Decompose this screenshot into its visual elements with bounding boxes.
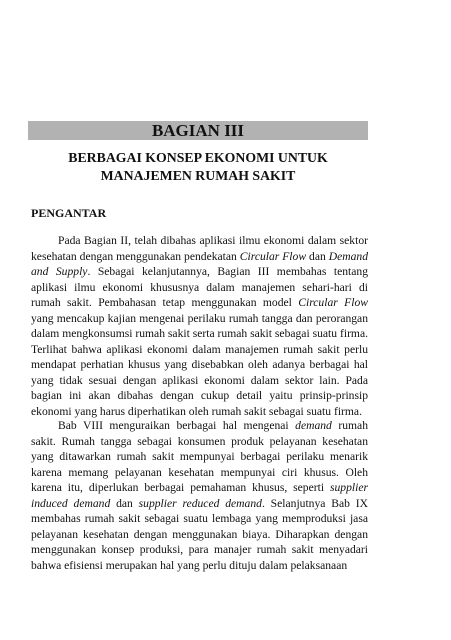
paragraph-1-text-4: yang mencakup kajian mengenai perilaku rumah tangga dan perorangan dalam mengkonsumsi rumah sakit serta rumah sakit sebagai suatu firma. Terlihat bahwa aplikasi ekonomi dalam manajemen rumah sakit perlu mendapat perhatian khusus yang disebabkan oleh adanya berbagai hal yang tidak sesuai dengan aplikasi ekonomi dalam sektor lain. Pada bagian ini akan dibahas dengan cukup detail yaitu prinsip-prinsip ekonomi yang harus diperhatikan oleh rumah sakit sebagai suatu firma. (31, 311, 368, 419)
paragraph-2-italic-2: supplier induced demand (31, 481, 368, 510)
body-paragraph-2 (31, 418, 368, 573)
paragraph-2-text-1: Bab VIII menguraikan berbagai hal mengenai (58, 419, 296, 432)
paragraph-2-text-3: dan (110, 496, 139, 510)
section-heading: PENGANTAR (31, 206, 107, 220)
part-title: BAGIAN III (151, 121, 245, 140)
chapter-title-line-1: BERBAGAI KONSEP EKONOMI UNTUK (68, 150, 328, 165)
paragraph-1-italic-3: Circular Flow (298, 296, 368, 310)
paragraph-1-text-2: dan (306, 249, 329, 263)
chapter-title (28, 149, 368, 185)
chapter-title-line-2: MANAJEMEN RUMAH SAKIT (100, 168, 296, 183)
paragraph-2-italic-3: supplier reduced demand (138, 496, 262, 510)
paragraph-1-text-1: Pada Bagian II, telah dibahas aplikasi ilmu ekonomi dalam sektor kesehatan dengan menggunakan pendekatan (31, 234, 368, 263)
body-paragraph-1 (31, 233, 368, 420)
part-title-bar (28, 121, 368, 140)
paragraph-1-text-3: . Sebagai kelanjutannya, Bagian III membahas tentang aplikasi ilmu ekonomi khususnya dalam manajemen sehari-hari di rumah sakit. Pembahasan tetap menggunakan model (31, 265, 369, 310)
paragraph-2-text-2: rumah sakit. Rumah tangga sebagai konsumen produk pelayanan kesehatan yang ditawarkan rumah sakit mempunyai berbagai perilaku menarik karena memang pelayanan kesehatan mempunyai ciri khusus. Oleh karena itu, diperlukan berbagai pemahaman khusus, seperti (31, 419, 368, 495)
paragraph-1-italic-1: Circular Flow (239, 249, 307, 263)
paragraph-1-italic-2: Demand and Supply (31, 249, 368, 279)
paragraph-2-text-4: . Selanjutnya Bab IX membahas rumah sakit sebagai suatu lembaga yang memproduksi jasa pelayanan kesehatan dengan menggunakan biaya. Diharapkan dengan menggunakan konsep produksi, para manajer rumah sakit menyadari bahwa efisiensi merupakan hal yang perlu dituju dalam pelaksanaan (31, 496, 368, 572)
paragraph-2-italic-1: demand (295, 419, 332, 432)
